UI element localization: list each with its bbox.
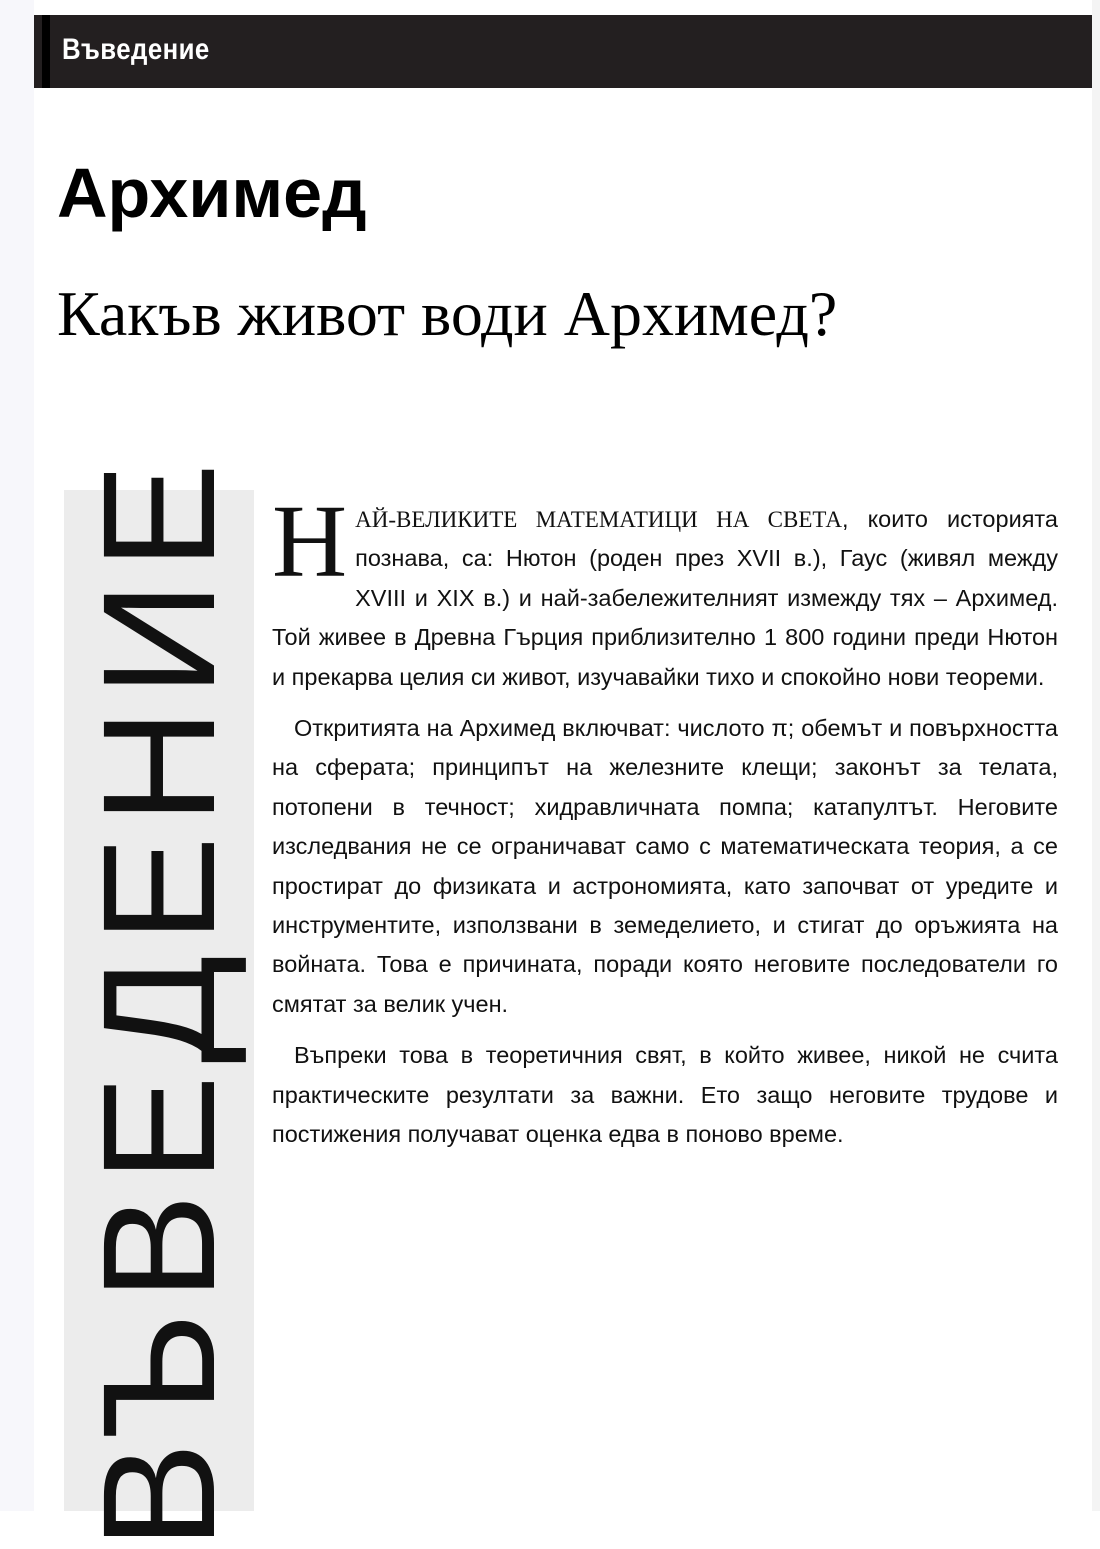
page-title: Архимед [57, 154, 367, 232]
paragraph-1-text: , които историята познава, са: Нютон (роден през XVII в.), Гаус (живял между XVIII и XIX в.) и най-забележителният измежду тях – Архимед. Той живее в Древна Гърция приблизително 1 800 години преди Нютон и прекарва целия си живот, изучавайки тихо и спокойно нови теореми. [272, 506, 1058, 690]
section-header-bar [34, 15, 1092, 88]
page-right-margin [1092, 0, 1100, 1511]
page-subtitle: Какъв живот води Архимед? [57, 278, 838, 349]
header-accent [42, 15, 50, 88]
section-label: Въведение [62, 33, 210, 66]
page-left-margin [0, 0, 34, 1511]
lead-in: АЙ-ВЕЛИКИТЕ МАТЕМАТИЦИ НА СВЕТА [355, 507, 842, 532]
paragraph-2: Откритията на Архимед включват: числото π; обемът и повърхността на сферата; принципът на железните клещи; законът за телата, потопени в течност; хидравличната помпа; катапултът. Неговите изследвания не се ограничават само с математическата теория, а се простират до физиката и астрономията, като започват от уредите и инструментите, използвани в земеделието, и стигат до оръжията на войната. Това е причината, поради която неговите последователи го смятат за велик учен. [272, 715, 1058, 1017]
paragraph-3: Въпреки това в теоретичния свят, в който живее, никой не счита практическите резултати за важни. Ето защо неговите трудове и постижения получават оценка едва в поново време. [272, 1042, 1058, 1148]
side-label: ВЪВЕДЕНИЕ [69, 450, 248, 1549]
article-body [272, 484, 1058, 1167]
drop-cap: Н [272, 484, 348, 599]
paragraph-1 [272, 484, 1058, 697]
